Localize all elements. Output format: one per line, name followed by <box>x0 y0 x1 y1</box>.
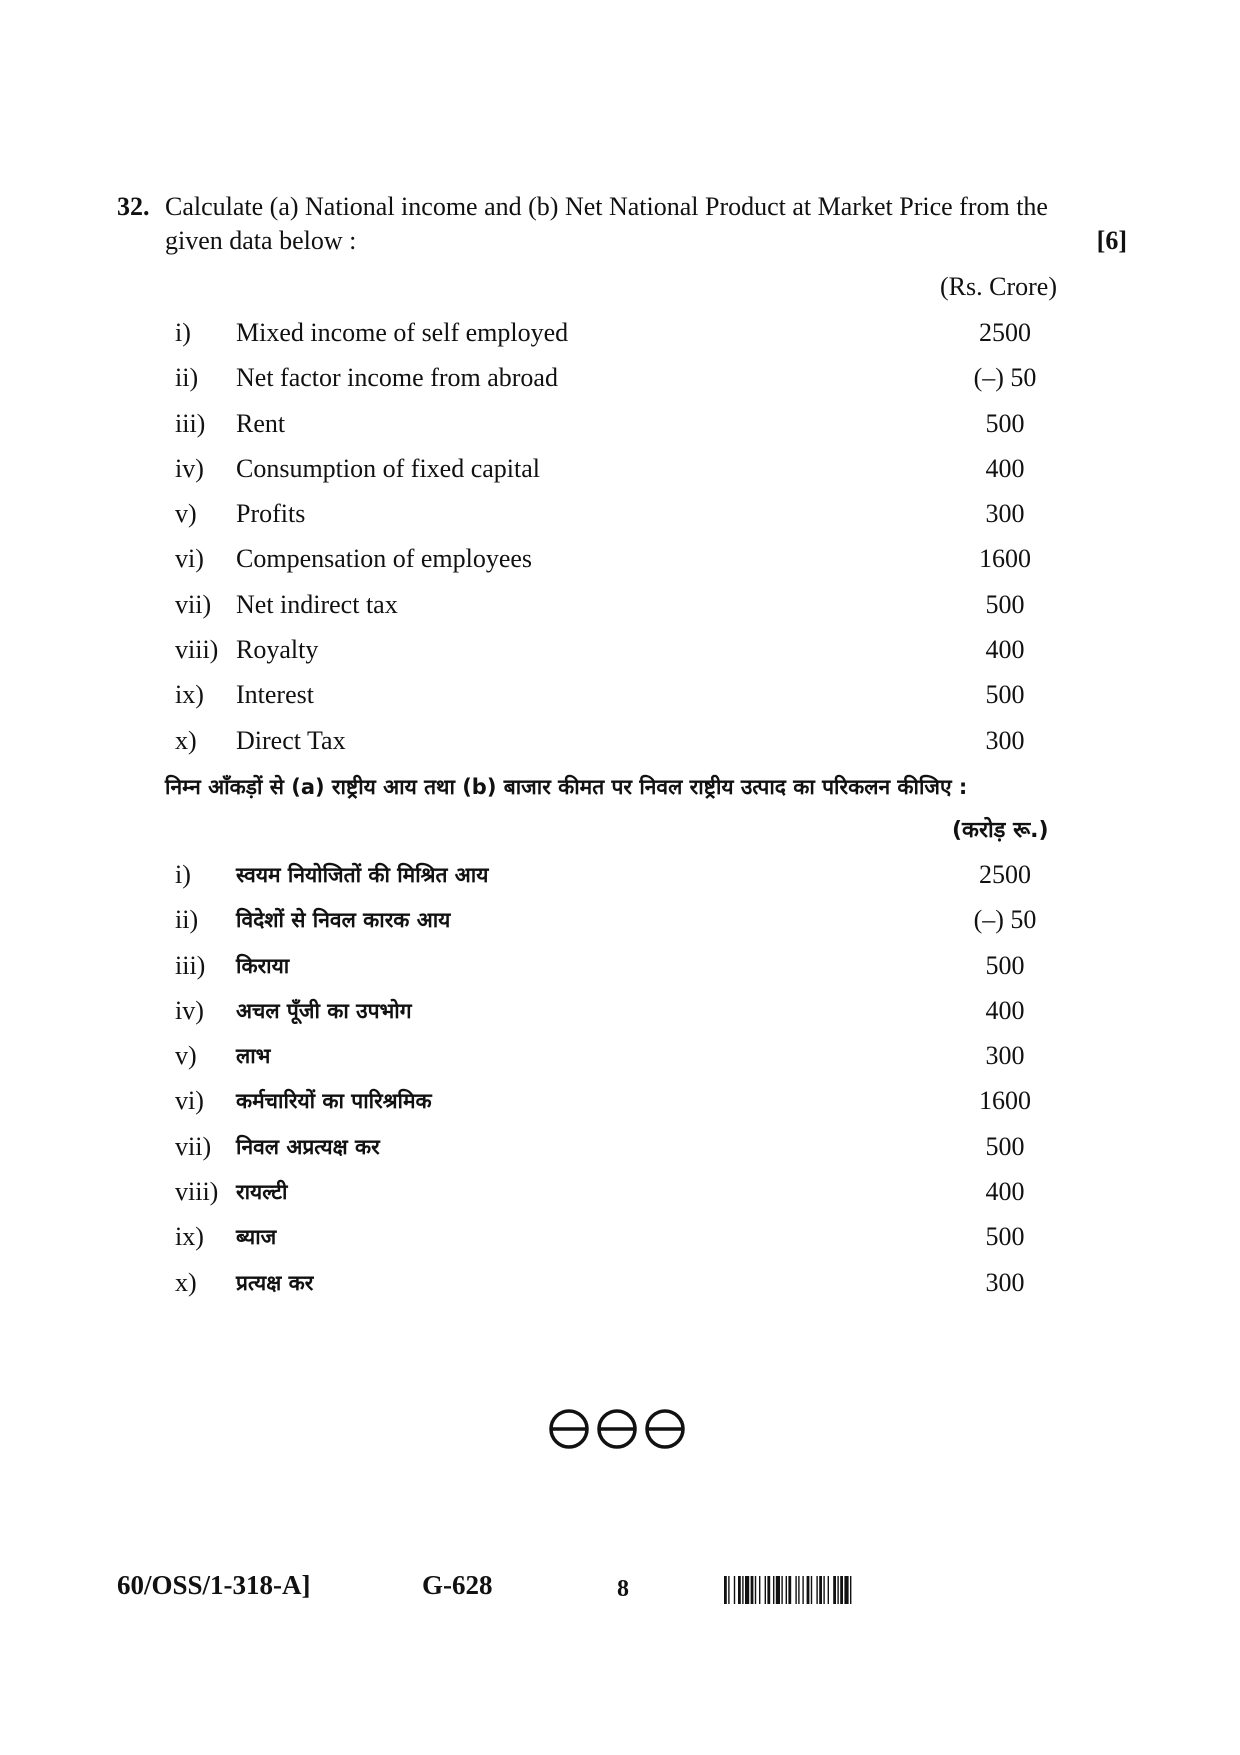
item-value: 500 <box>985 950 1025 980</box>
end-of-paper-mark <box>548 1408 686 1450</box>
question-text-hindi: निम्न आँकड़ों से (a) राष्ट्रीय आय तथा (b) बाजार कीमत पर निवल राष्ट्रीय उत्पाद का परिकलन कीजिए : <box>165 775 968 799</box>
item-value: 400 <box>985 1177 1025 1207</box>
series-code: G-628 <box>422 1570 493 1600</box>
item-label: कर्मचारियों का पारिश्रमिक <box>236 1089 432 1114</box>
table-row <box>175 585 1075 630</box>
table-row <box>175 449 1075 494</box>
question-marks: [6] <box>1096 226 1127 255</box>
barcode-bar <box>798 1576 799 1604</box>
barcode-bar <box>742 1576 743 1604</box>
barcode-bar <box>767 1576 770 1604</box>
item-value: 500 <box>985 589 1025 619</box>
item-number: i) <box>175 318 191 347</box>
item-label: निवल अप्रत्यक्ष कर <box>236 1134 380 1159</box>
table-row <box>175 358 1075 403</box>
item-label: Mixed income of self employed <box>236 318 569 347</box>
barcode-bar <box>850 1576 851 1604</box>
circle-minus-icon <box>548 1408 590 1450</box>
item-label: Rent <box>236 408 286 438</box>
table-row <box>175 1263 1075 1308</box>
page-number: 8 <box>617 1576 629 1602</box>
item-number: v) <box>175 499 197 529</box>
item-label: प्रत्यक्ष कर <box>236 1270 314 1295</box>
barcode-bar <box>811 1576 812 1604</box>
item-label: लाभ <box>236 1044 271 1069</box>
item-value: 300 <box>985 1267 1025 1297</box>
item-number: x) <box>175 725 197 755</box>
item-number: vii) <box>175 1131 212 1161</box>
item-value: 500 <box>985 1222 1025 1252</box>
item-number: viii) <box>175 635 219 665</box>
barcode-bar <box>819 1576 822 1604</box>
item-value: 500 <box>985 680 1025 710</box>
barcode-bar <box>823 1576 824 1604</box>
item-value: (–) 50 <box>973 363 1037 393</box>
item-label: ब्याज <box>236 1225 277 1250</box>
barcode-bar <box>844 1576 848 1604</box>
item-value: (–) 50 <box>973 905 1037 935</box>
barcode-bar <box>788 1576 791 1604</box>
barcode-bar <box>734 1576 735 1604</box>
item-number: i) <box>175 860 191 889</box>
item-number: vii) <box>175 589 212 619</box>
item-value: 500 <box>985 408 1025 438</box>
barcode-bar <box>781 1576 782 1604</box>
item-value: 1600 <box>979 1086 1031 1116</box>
item-value: 2500 <box>979 860 1031 889</box>
item-number: vi) <box>175 544 204 574</box>
item-label: Net factor income from abroad <box>236 363 558 393</box>
item-number: iii) <box>175 950 206 980</box>
paper-code: 60/OSS/1-318-A] <box>117 1570 311 1600</box>
barcode-bar <box>795 1576 796 1604</box>
unit-label-hindi: (करोड़ रू.) <box>952 818 1049 843</box>
item-label: Net indirect tax <box>236 589 398 619</box>
item-label: Royalty <box>236 635 319 665</box>
item-value: 2500 <box>979 318 1031 347</box>
unit-label-english: (Rs. Crore) <box>940 272 1057 301</box>
table-row <box>175 1172 1075 1217</box>
item-number: iv) <box>175 995 204 1025</box>
item-number: iii) <box>175 408 206 438</box>
barcode-bar <box>728 1576 729 1604</box>
barcode-bar <box>773 1576 774 1604</box>
item-label: Consumption of fixed capital <box>236 453 541 483</box>
item-label: किराया <box>236 953 290 978</box>
item-number: x) <box>175 1267 197 1297</box>
table-row <box>175 1217 1075 1262</box>
table-row <box>175 675 1075 720</box>
table-row <box>175 1036 1075 1081</box>
table-row <box>175 494 1075 539</box>
item-number: ii) <box>175 905 199 935</box>
item-value: 1600 <box>979 544 1031 574</box>
table-row <box>175 991 1075 1036</box>
barcode-bar <box>776 1576 780 1604</box>
table-row <box>175 404 1075 449</box>
table-row <box>175 855 1075 900</box>
item-number: vi) <box>175 1086 204 1116</box>
item-number: iv) <box>175 453 204 483</box>
table-row <box>175 946 1075 991</box>
item-number: ii) <box>175 363 199 393</box>
item-label: Compensation of employees <box>236 544 533 574</box>
circle-minus-icon <box>644 1408 686 1450</box>
item-value: 300 <box>985 725 1025 755</box>
barcode-bar <box>816 1576 817 1604</box>
barcode-bar <box>755 1576 756 1604</box>
barcode-bar <box>833 1576 836 1604</box>
table-row <box>175 1127 1075 1172</box>
question-number: 32. <box>117 192 150 221</box>
item-value: 400 <box>985 635 1025 665</box>
item-value: 400 <box>985 453 1025 483</box>
item-value: 300 <box>985 1041 1025 1071</box>
barcode-icon <box>724 1576 947 1604</box>
item-label: विदेशों से निवल कारक आय <box>236 908 451 933</box>
barcode-bar <box>802 1576 803 1604</box>
table-row <box>175 900 1075 945</box>
barcode-bar <box>751 1576 754 1604</box>
circle-minus-icon <box>596 1408 638 1450</box>
table-row <box>175 630 1075 675</box>
barcode-bar <box>837 1576 838 1604</box>
data-table-hindi <box>175 855 1075 1308</box>
table-row <box>175 539 1075 584</box>
barcode-bar <box>786 1576 787 1604</box>
barcode-bar <box>807 1576 810 1604</box>
item-label: Interest <box>236 680 314 710</box>
data-table-english <box>175 313 1075 766</box>
item-value: 500 <box>985 1131 1025 1161</box>
item-number: ix) <box>175 1222 204 1252</box>
item-value: 300 <box>985 499 1025 529</box>
barcode-bar <box>724 1576 727 1604</box>
table-row <box>175 313 1075 358</box>
item-label: स्वयम नियोजितों की मिश्रित आय <box>236 863 489 887</box>
item-number: v) <box>175 1041 197 1071</box>
page-footer <box>117 1570 1127 1610</box>
item-label: Profits <box>236 499 306 529</box>
barcode-bar <box>828 1576 829 1604</box>
item-value: 400 <box>985 995 1025 1025</box>
item-number: viii) <box>175 1177 219 1207</box>
item-number: ix) <box>175 680 204 710</box>
barcode-bar <box>745 1576 749 1604</box>
question-text-line2: given data below : <box>165 226 357 255</box>
barcode-bar <box>765 1576 766 1604</box>
item-label: रायल्टी <box>236 1180 288 1205</box>
question-text-line1: Calculate (a) National income and (b) Net National Product at Market Price from the <box>165 192 1048 221</box>
table-row <box>175 1081 1075 1126</box>
item-label: अचल पूँजी का उपभोग <box>236 998 412 1023</box>
barcode-bar <box>759 1576 760 1604</box>
barcode-bar <box>738 1576 741 1604</box>
table-row <box>175 721 1075 766</box>
barcode-bar <box>840 1576 843 1604</box>
item-label: Direct Tax <box>236 725 346 755</box>
question-32 <box>117 190 1127 258</box>
